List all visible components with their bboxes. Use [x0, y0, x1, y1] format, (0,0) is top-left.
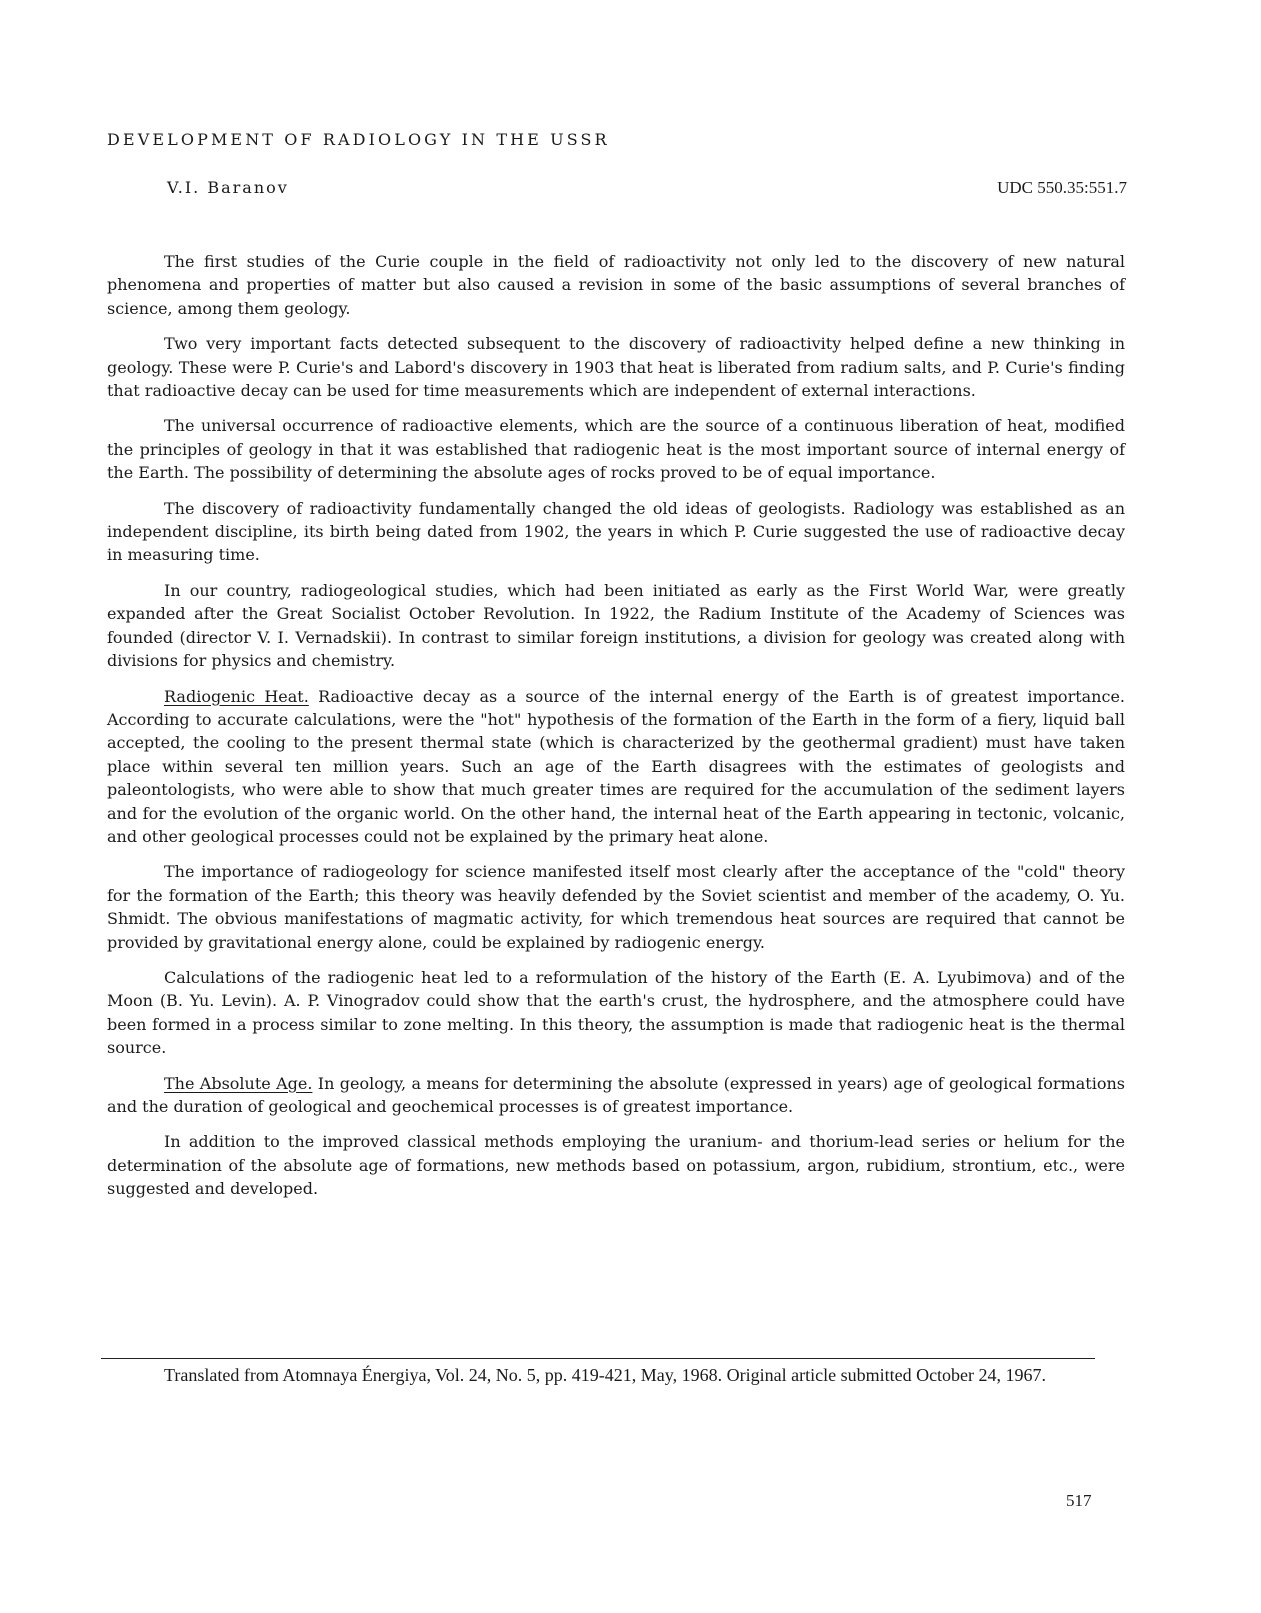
author-name: V.I. Baranov: [167, 178, 289, 197]
page-number: 517: [1066, 1491, 1092, 1510]
article-body: [107, 250, 1125, 1213]
paragraph-text: Two very important facts detected subsequent to the discovery of radioactivity helped define a new thinking in geology. These were P. Curie's and Labord's discovery in 1903 that heat is liberated from radium salts, and P. Curie's finding that radioactive decay can be used for time measurements which are independent of external interactions.: [107, 334, 1125, 401]
paragraph-7: [107, 860, 1125, 954]
translation-footnote: Translated from Atomnaya Énergiya, Vol. 24, No. 5, pp. 419-421, May, 1968. Original article submitted October 24, 1967.: [164, 1365, 1047, 1385]
paragraph-1: [107, 250, 1125, 320]
article-title: DEVELOPMENT OF RADIOLOGY IN THE USSR: [107, 130, 610, 149]
paragraph-text: Radioactive decay as a source of the internal energy of the Earth is of greatest importance. According to accurate calculations, were the "hot" hypothesis of the formation of the Earth in the form of a fiery, liquid ball accepted, the cooling to the present thermal state (which is characterized by the geothermal gradient) must have taken place within several ten million years. Such an age of the Earth disagrees with the estimates of geologists and paleontologists, who were able to show that much greater times are required for the accumulation of the sediment layers and for the evolution of the organic world. On the other hand, the internal heat of the Earth appearing in tectonic, volcanic, and other geological processes could not be explained by the primary heat alone.: [107, 686, 1126, 846]
section-heading-absolute-age: The Absolute Age.: [164, 1073, 313, 1093]
paragraph-10: [107, 1130, 1125, 1200]
paragraph-text: The importance of radiogeology for science manifested itself most clearly after the acceptance of the "cold" theory for the formation of the Earth; this theory was heavily defended by the Soviet scientist and member of the academy, O. Yu. Shmidt. The obvious manifestations of magmatic activity, for which tremendous heat sources are required that cannot be provided by gravitational energy alone, could be explained by radiogenic energy.: [107, 862, 1125, 952]
paragraph-4: [107, 497, 1125, 567]
paragraph-text: The first studies of the Curie couple in the field of radioactivity not only led to the discovery of new natural phenomena and properties of matter but also caused a revision in some of the basic assumptions of several branches of science, among them geology.: [107, 252, 1125, 318]
paragraph-text: In addition to the improved classical methods employing the uranium- and thorium-lead series or helium for the determination of the absolute age of formations, new methods based on potassium, argon, rubidium, strontium, etc., were suggested and developed.: [107, 1132, 1125, 1199]
paragraph-text: The universal occurrence of radioactive elements, which are the source of a continuous liberation of heat, modified the principles of geology in that it was established that radiogenic heat is the most important source of internal energy of the Earth. The possibility of determining the absolute ages of rocks proved to be of equal importance.: [107, 416, 1125, 483]
paragraph-9: [107, 1072, 1125, 1119]
paragraph-3: [107, 414, 1125, 484]
paragraph-text: In geology, a means for determining the absolute (expressed in years) age of geological formations and the duration of geological and geochemical processes is of greatest importance.: [107, 1073, 1125, 1116]
section-heading-radiogenic-heat: Radiogenic Heat.: [164, 686, 309, 706]
paragraph-8: [107, 966, 1125, 1060]
footnote-divider: [101, 1358, 1095, 1359]
paragraph-text: Calculations of the radiogenic heat led to a reformulation of the history of the Earth (E. A. Lyubimova) and of the Moon (B. Yu. Levin). A. P. Vinogradov could show that the earth's crust, the hydrosphere, and the atmosphere could have been formed in a process similar to zone melting. In this theory, the assumption is made that radiogenic heat is the thermal source.: [107, 967, 1125, 1058]
udc-code: UDC 550.35:551.7: [997, 178, 1127, 197]
paragraph-5: [107, 579, 1125, 673]
paragraph-6: [107, 685, 1125, 849]
paragraph-text: In our country, radiogeological studies, which had been initiated as early as the First World War, were greatly expanded after the Great Socialist October Revolution. In 1922, the Radium Institute of the Academy of Sciences was founded (director V. I. Vernadskii). In contrast to similar foreign institutions, a division for geology was created along with divisions for physics and chemistry.: [107, 580, 1125, 671]
paragraph-2: [107, 332, 1125, 402]
paragraph-text: The discovery of radioactivity fundamentally changed the old ideas of geologists. Radiology was established as an independent discipline, its birth being dated from 1902, the years in which P. Curie suggested the use of radioactive decay in measuring time.: [107, 498, 1125, 565]
